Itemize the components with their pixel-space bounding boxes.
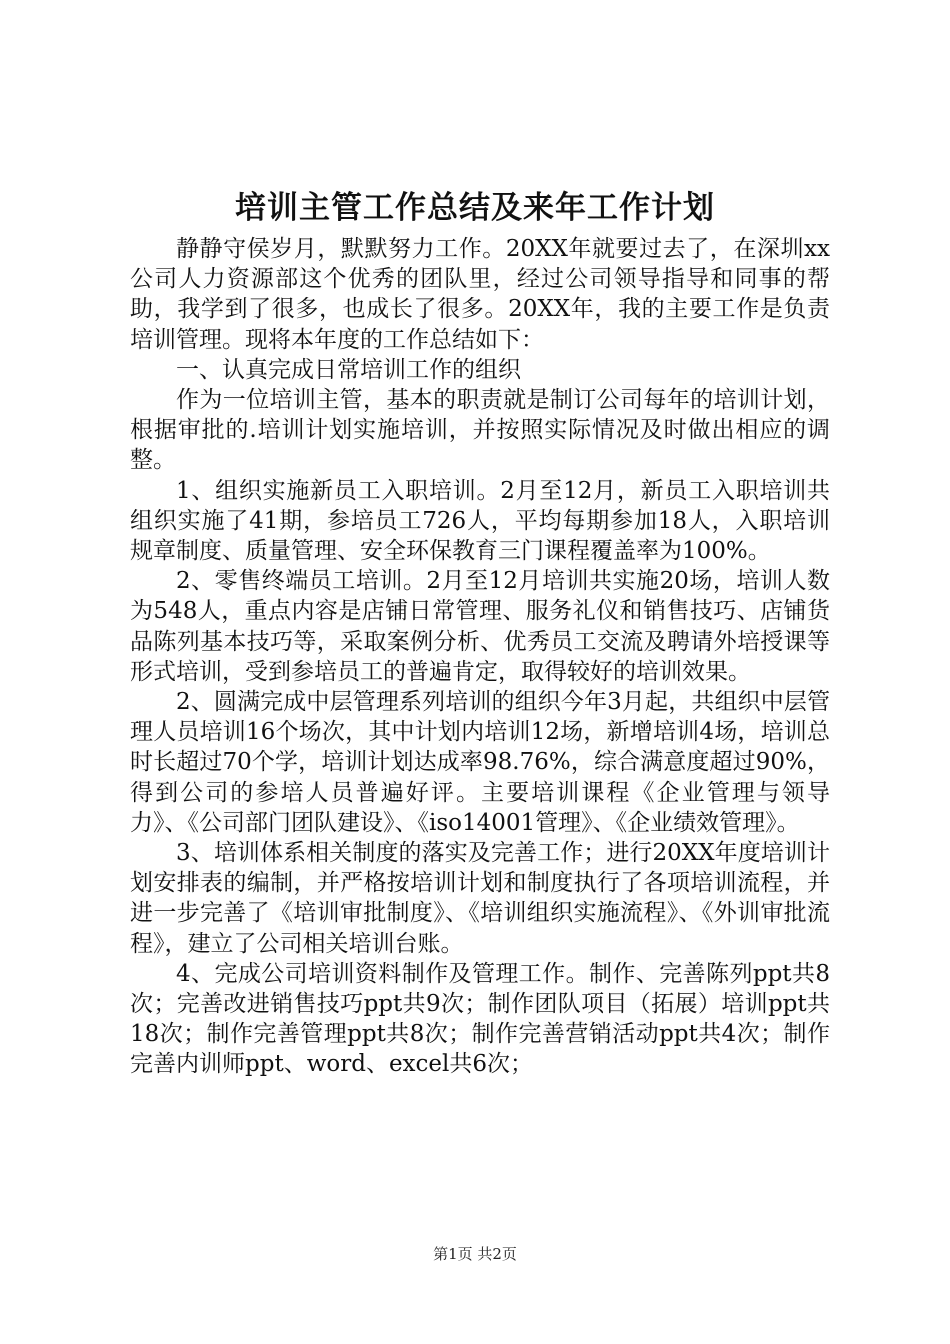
paragraph-item-1: 1、组织实施新员工入职培训。2月至12月，新员工入职培训共组织实施了41期，参培员工726人，平均每期参加18人，入职培训规章制度、质量管理、安全环保教育三门课程覆盖率为100%。 bbox=[130, 477, 830, 565]
paragraph-duties: 作为一位培训主管，基本的职责就是制订公司每年的培训计划，根据审批的.培训计划实施培训，并按照实际情况及时做出相应的调整。 bbox=[130, 387, 830, 474]
paragraph-item-2b: 2、圆满完成中层管理系列培训的组织今年3月起，共组织中层管理人员培训16个场次，其中计划内培训12场，新增培训4场，培训总时长超过70个学，培训计划达成率98.76%，综合满意度超过90%，得到公司的参培人员普遍好评。主要培训课程《企业管理与领导力》、《公司部门团队建设》、《iso14001管理》、《企业绩效管理》。 bbox=[130, 689, 830, 836]
document-body bbox=[130, 234, 830, 1080]
paragraph-item-2: 2、零售终端员工培训。2月至12月培训共实施20场，培训人数为548人，重点内容是店铺日常管理、服务礼仪和销售技巧、店铺货品陈列基本技巧等，采取案例分析、优秀员工交流及聘请外培授课等形式培训，受到参培员工的普遍肯定，取得较好的培训效果。 bbox=[130, 568, 830, 685]
section-heading-1: 一、认真完成日常培训工作的组织 bbox=[176, 356, 521, 383]
paragraph-intro: 静静守侯岁月，默默努力工作。20XX年就要过去了，在深圳xx公司人力资源部这个优秀的团队里，经过公司领导指导和同事的帮助，我学到了很多，也成长了很多。20XX年，我的主要工作是负责培训管理。现将本年度的工作总结如下： bbox=[130, 236, 830, 353]
paragraph-item-3: 3、培训体系相关制度的落实及完善工作；进行20XX年度培训计划安排表的编制，并严格按培训计划和制度执行了各项培训流程，并进一步完善了《培训审批制度》、《培训组织实施流程》、《外训审批流程》，建立了公司相关培训台账。 bbox=[130, 840, 830, 957]
document-title: 培训主管工作总结及来年工作计划 bbox=[235, 190, 715, 226]
paragraph-item-4: 4、完成公司培训资料制作及管理工作。制作、完善陈列ppt共8次；完善改进销售技巧ppt共9次；制作团队项目（拓展）培训ppt共18次；制作完善管理ppt共8次；制作完善营销活动ppt共4次；制作完善内训师ppt、word、excel共6次； bbox=[130, 960, 830, 1078]
page-footer: 第1页 共2页 bbox=[433, 1245, 517, 1263]
